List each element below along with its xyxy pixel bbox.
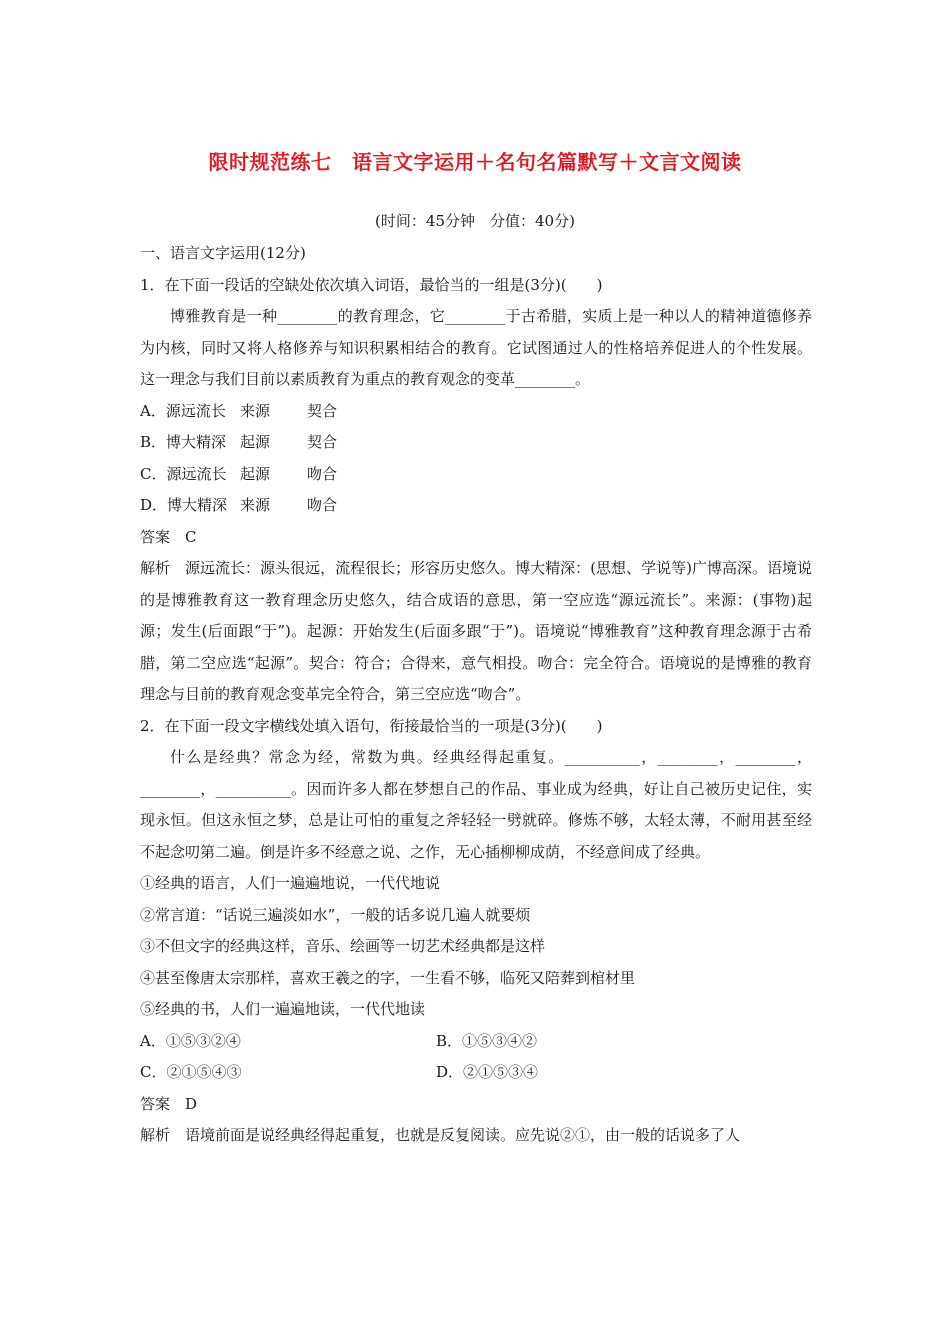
question-2-options-row-1: [140, 1026, 812, 1058]
document-body: [140, 238, 812, 1152]
question-1-option-b: B．博大精深 起源 契合: [140, 433, 338, 451]
question-2-option-d: D．②①⑤③④: [436, 1063, 539, 1081]
question-2-option-c: C．②①⑤④③: [140, 1063, 242, 1081]
question-1-answer: 答案 C: [140, 527, 197, 546]
question-2-item-4: ④甚至像唐太宗那样，喜欢王羲之的字，一生看不够，临死又陪葬到棺材里: [140, 968, 636, 987]
question-1-option-c: C．源远流长 起源 吻合: [140, 464, 338, 483]
time-score-info: (时间：45分钟 分值：40分): [375, 212, 575, 230]
section-heading: 一、语言文字运用(12分): [140, 244, 306, 262]
question-1-option-a: A．源远流长 来源 契合: [140, 401, 338, 420]
question-2-item-3: ③不但文字的经典这样，音乐、绘画等一切艺术经典都是这样: [140, 937, 546, 955]
question-2-item-2: ②常言道：“话说三遍淡如水”，一般的话多说几遍人就要烦: [140, 905, 531, 924]
question-2-option-a: A．①⑤③②④: [140, 1031, 241, 1050]
question-2-option-b: B．①⑤③④②: [436, 1031, 538, 1050]
page-title: 限时规范练七 语言文字运用＋名句名篇默写＋文言文阅读: [208, 150, 742, 174]
question-1-passage: 博雅教育是一种________的教育理念，它________于古希腊，实质上是一种以人的精神道德修养为内核，同时又将人格修养与知识积累相结合的教育。它试图通过人的性格培养促进人的个性发展。这一理念与我们目前以素质教育为重点的教育观念的变革________。: [140, 307, 812, 388]
question-2-analysis: 解析 语境前面是说经典经得起重复，也就是反复阅读。应先说②①，由一般的话说多了人: [140, 1126, 741, 1144]
question-2-passage: 什么是经典？常念为经，常数为典。经典经得起重复。__________，________，________，________，__________。因而许多人都在梦想自己的作品、事业成为经典，好让自己被历史记住，实现永恒。但这永恒之梦，总是让可怕的重复之斧轻轻一劈就碎。修炼不够，太轻太薄，不耐用甚至经不起念叨第二遍。倒是许多不经意之说、之作，无心插柳柳成荫，不经意间成了经典。: [140, 748, 812, 861]
question-2-item-1: ①经典的语言，人们一遍遍地说，一代代地说: [140, 874, 441, 892]
question-2-item-5: ⑤经典的书，人们一遍遍地读，一代代地读: [140, 1000, 426, 1018]
question-1-option-d: D．博大精深 来源 吻合: [140, 496, 338, 514]
question-1-stem: 1．在下面一段话的空缺处依次填入词语，最恰当的一组是(3分)( ): [140, 275, 603, 294]
question-1-analysis: 解析 源远流长：源头很远，流程很长；形容历史悠久。博大精深：(思想、学说等)广博高深。语境说的是博雅教育这一教育理念历史悠久，结合成语的意思，第一空应选“源远流长”。来源：(事物)起源；发生(后面跟“于”)。起源：开始发生(后面多跟“于”)。语境说“博雅教育”这种教育理念源于古希腊，第二空应选“起源”。契合：符合；合得来，意气相投。吻合：完全符合。语境说的是博雅的教育理念与目前的教育观念变革完全符合，第三空应选“吻合”。: [140, 559, 812, 703]
question-2-options-row-2: [140, 1057, 812, 1089]
question-2-answer: 答案 D: [140, 1094, 198, 1113]
question-2-stem: 2．在下面一段文字横线处填入语句，衔接最恰当的一项是(3分)( ): [140, 716, 603, 735]
